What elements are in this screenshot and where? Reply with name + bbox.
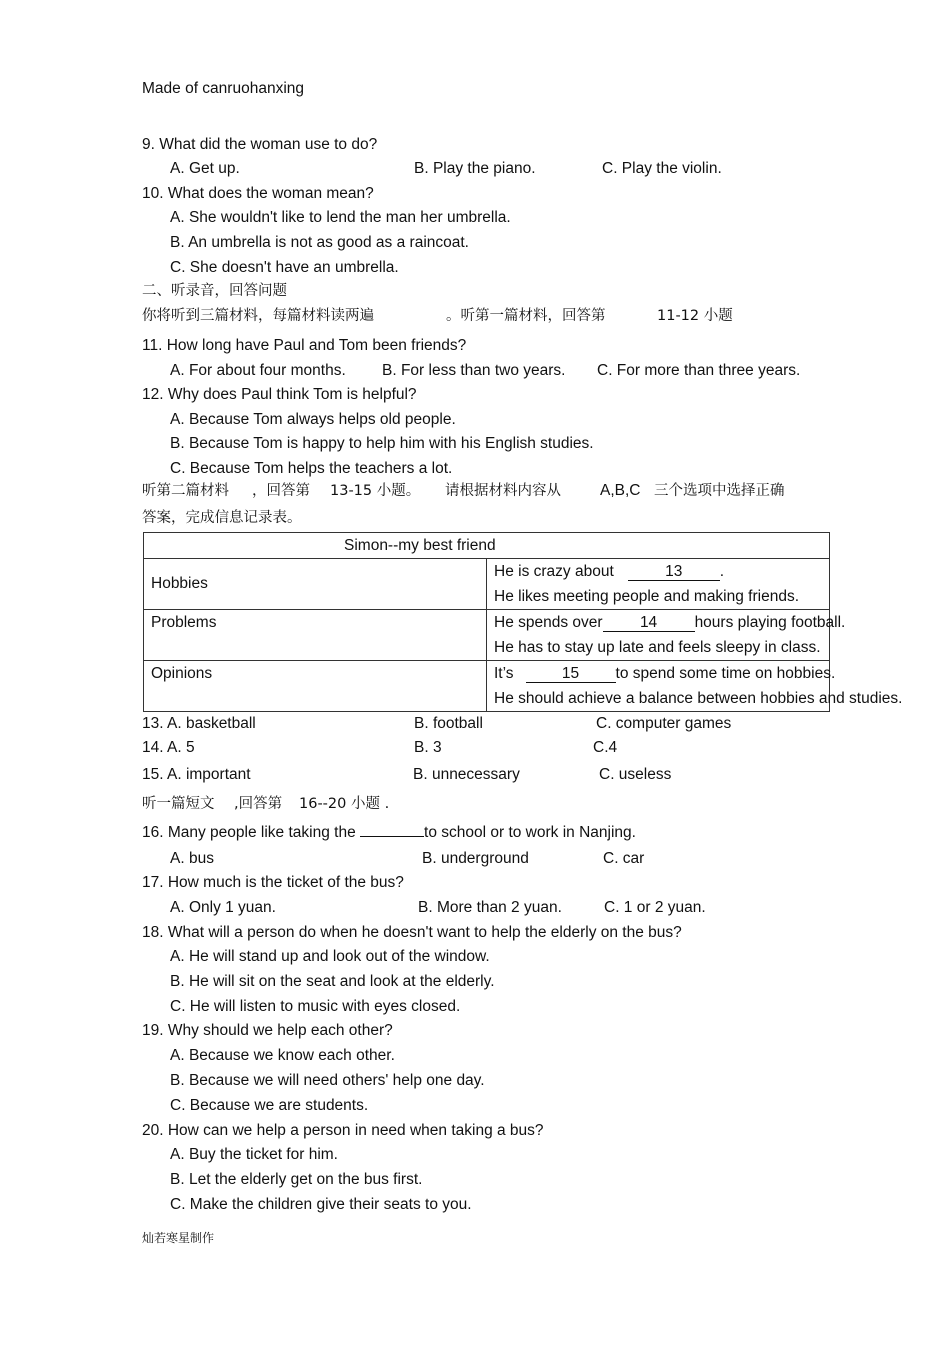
opinions-line1-pre: It’s	[494, 665, 514, 682]
q15-option-a: 15. A. important	[142, 766, 251, 783]
material2-part3: 13-15 小题。	[330, 483, 421, 499]
q9-option-b: B. Play the piano.	[414, 160, 536, 177]
q15-option-c: C. useless	[599, 766, 672, 783]
problems-line2: He has to stay up late and feels sleepy in class.	[494, 639, 821, 656]
q9-option-a: A. Get up.	[170, 160, 240, 177]
row-content-opinions	[487, 661, 903, 712]
problems-line1-pre: He spends over	[494, 614, 603, 631]
q16-option-c: C. car	[603, 850, 645, 867]
q13-option-b: B. football	[414, 715, 483, 732]
row-label-hobbies: Hobbies	[144, 559, 487, 610]
info-record-table	[143, 532, 903, 712]
material2-part5: A,B,C	[600, 482, 641, 499]
q14-option-c: C.4	[593, 739, 618, 756]
q10-option-c: C. She doesn't have an umbrella.	[170, 259, 399, 276]
problems-line1-post: hours playing football.	[694, 614, 846, 631]
q17-option-a: A. Only 1 yuan.	[170, 899, 276, 916]
q11-stem: 11. How long have Paul and Tom been friends?	[142, 337, 467, 354]
q17-option-b: B. More than 2 yuan.	[418, 899, 562, 916]
material3-part1: 听一篇短文	[142, 796, 215, 812]
blank-15: 15	[526, 666, 616, 683]
q11-option-c: C. For more than three years.	[597, 362, 801, 379]
q13-option-c: C. computer games	[596, 715, 732, 732]
material3-part3: 16--20 小题 .	[299, 796, 390, 812]
q12-option-b: B. Because Tom is happy to help him with his English studies.	[170, 435, 594, 452]
opinions-line2: He should achieve a balance between hobbies and studies.	[494, 690, 903, 707]
hobbies-line1-post: .	[719, 563, 725, 580]
table-title: Simon--my best friend	[144, 533, 830, 559]
q9-stem: 9. What did the woman use to do?	[142, 136, 378, 153]
material2-part6: 三个选项中选择正确	[654, 483, 785, 499]
q20-option-b: B. Let the elderly get on the bus first.	[170, 1171, 423, 1188]
q10-stem: 10. What does the woman mean?	[142, 185, 374, 202]
page-header: Made of canruohanxing	[142, 80, 305, 97]
row-content-problems	[487, 610, 846, 661]
row-content-hobbies	[487, 559, 830, 610]
q16-option-b: B. underground	[422, 850, 529, 867]
q15-option-b: B. unnecessary	[413, 766, 520, 783]
row-label-problems: Problems	[144, 610, 487, 661]
material3-part2: ,回答第	[234, 796, 283, 812]
section2-intro: 你将听到三篇材料，每篇材料读两遍	[142, 308, 374, 324]
q13-option-a: 13. A. basketball	[142, 715, 256, 732]
q18-stem: 18. What will a person do when he doesn't want to help the elderly on the bus?	[142, 924, 682, 941]
q18-option-a: A. He will stand up and look out of the window.	[170, 948, 490, 965]
q9-option-c: C. Play the violin.	[602, 160, 722, 177]
hobbies-line2: He likes meeting people and making friends.	[494, 588, 800, 605]
row-label-opinions: Opinions	[144, 661, 487, 712]
q16-stem-pre: 16. Many people like taking the	[142, 824, 356, 841]
q19-option-c: C. Because we are students.	[170, 1097, 369, 1114]
q20-stem: 20. How can we help a person in need when taking a bus?	[142, 1122, 544, 1139]
q16-stem	[142, 824, 636, 842]
q17-stem: 17. How much is the ticket of the bus?	[142, 874, 404, 891]
q14-option-a: 14. A. 5	[142, 739, 195, 756]
q17-option-c: C. 1 or 2 yuan.	[604, 899, 706, 916]
table-row-opinions	[144, 661, 830, 712]
q11-option-b: B. For less than two years.	[382, 362, 566, 379]
blank-14: 14	[603, 615, 695, 632]
q19-stem: 19. Why should we help each other?	[142, 1022, 393, 1039]
q14-option-b: B. 3	[414, 739, 442, 756]
page-footer: 灿若寒星制作	[142, 1231, 215, 1245]
section2-intro-3: 11-12 小题	[657, 308, 733, 324]
q12-option-c: C. Because Tom helps the teachers a lot.	[170, 460, 453, 477]
q16-stem-post: to school or to work in Nanjing.	[424, 824, 636, 841]
material2-part4: 请根据材料内容从	[445, 483, 561, 499]
q20-option-a: A. Buy the ticket for him.	[170, 1146, 338, 1163]
q19-option-b: B. Because we will need others' help one day.	[170, 1072, 485, 1089]
q12-option-a: A. Because Tom always helps old people.	[170, 411, 456, 428]
material2-part2: ，回答第	[252, 483, 310, 499]
q20-option-c: C. Make the children give their seats to you.	[170, 1196, 472, 1213]
q12-stem: 12. Why does Paul think Tom is helpful?	[142, 386, 417, 403]
section2-intro-2: 。听第一篇材料，回答第	[446, 308, 606, 324]
table-row-hobbies	[144, 559, 830, 610]
q18-option-b: B. He will sit on the seat and look at the elderly.	[170, 973, 495, 990]
blank-13: 13	[628, 564, 720, 581]
material2-part1: 听第二篇材料	[142, 483, 229, 499]
q18-option-c: C. He will listen to music with eyes closed.	[170, 998, 461, 1015]
q16-option-a: A. bus	[170, 850, 214, 867]
q11-option-a: A. For about four months.	[170, 362, 346, 379]
q10-option-b: B. An umbrella is not as good as a raincoat.	[170, 234, 469, 251]
q19-option-a: A. Because we know each other.	[170, 1047, 395, 1064]
section2-title: 二、听录音，回答问题	[142, 283, 287, 299]
material2-line2: 答案，完成信息记录表。	[142, 510, 302, 526]
table-row-problems	[144, 610, 830, 661]
q16-blank	[360, 836, 424, 837]
hobbies-line1-pre: He is crazy about	[494, 563, 614, 580]
opinions-line1-post: to spend some time on hobbies.	[615, 665, 836, 682]
q10-option-a: A. She wouldn't like to lend the man her umbrella.	[170, 209, 511, 226]
